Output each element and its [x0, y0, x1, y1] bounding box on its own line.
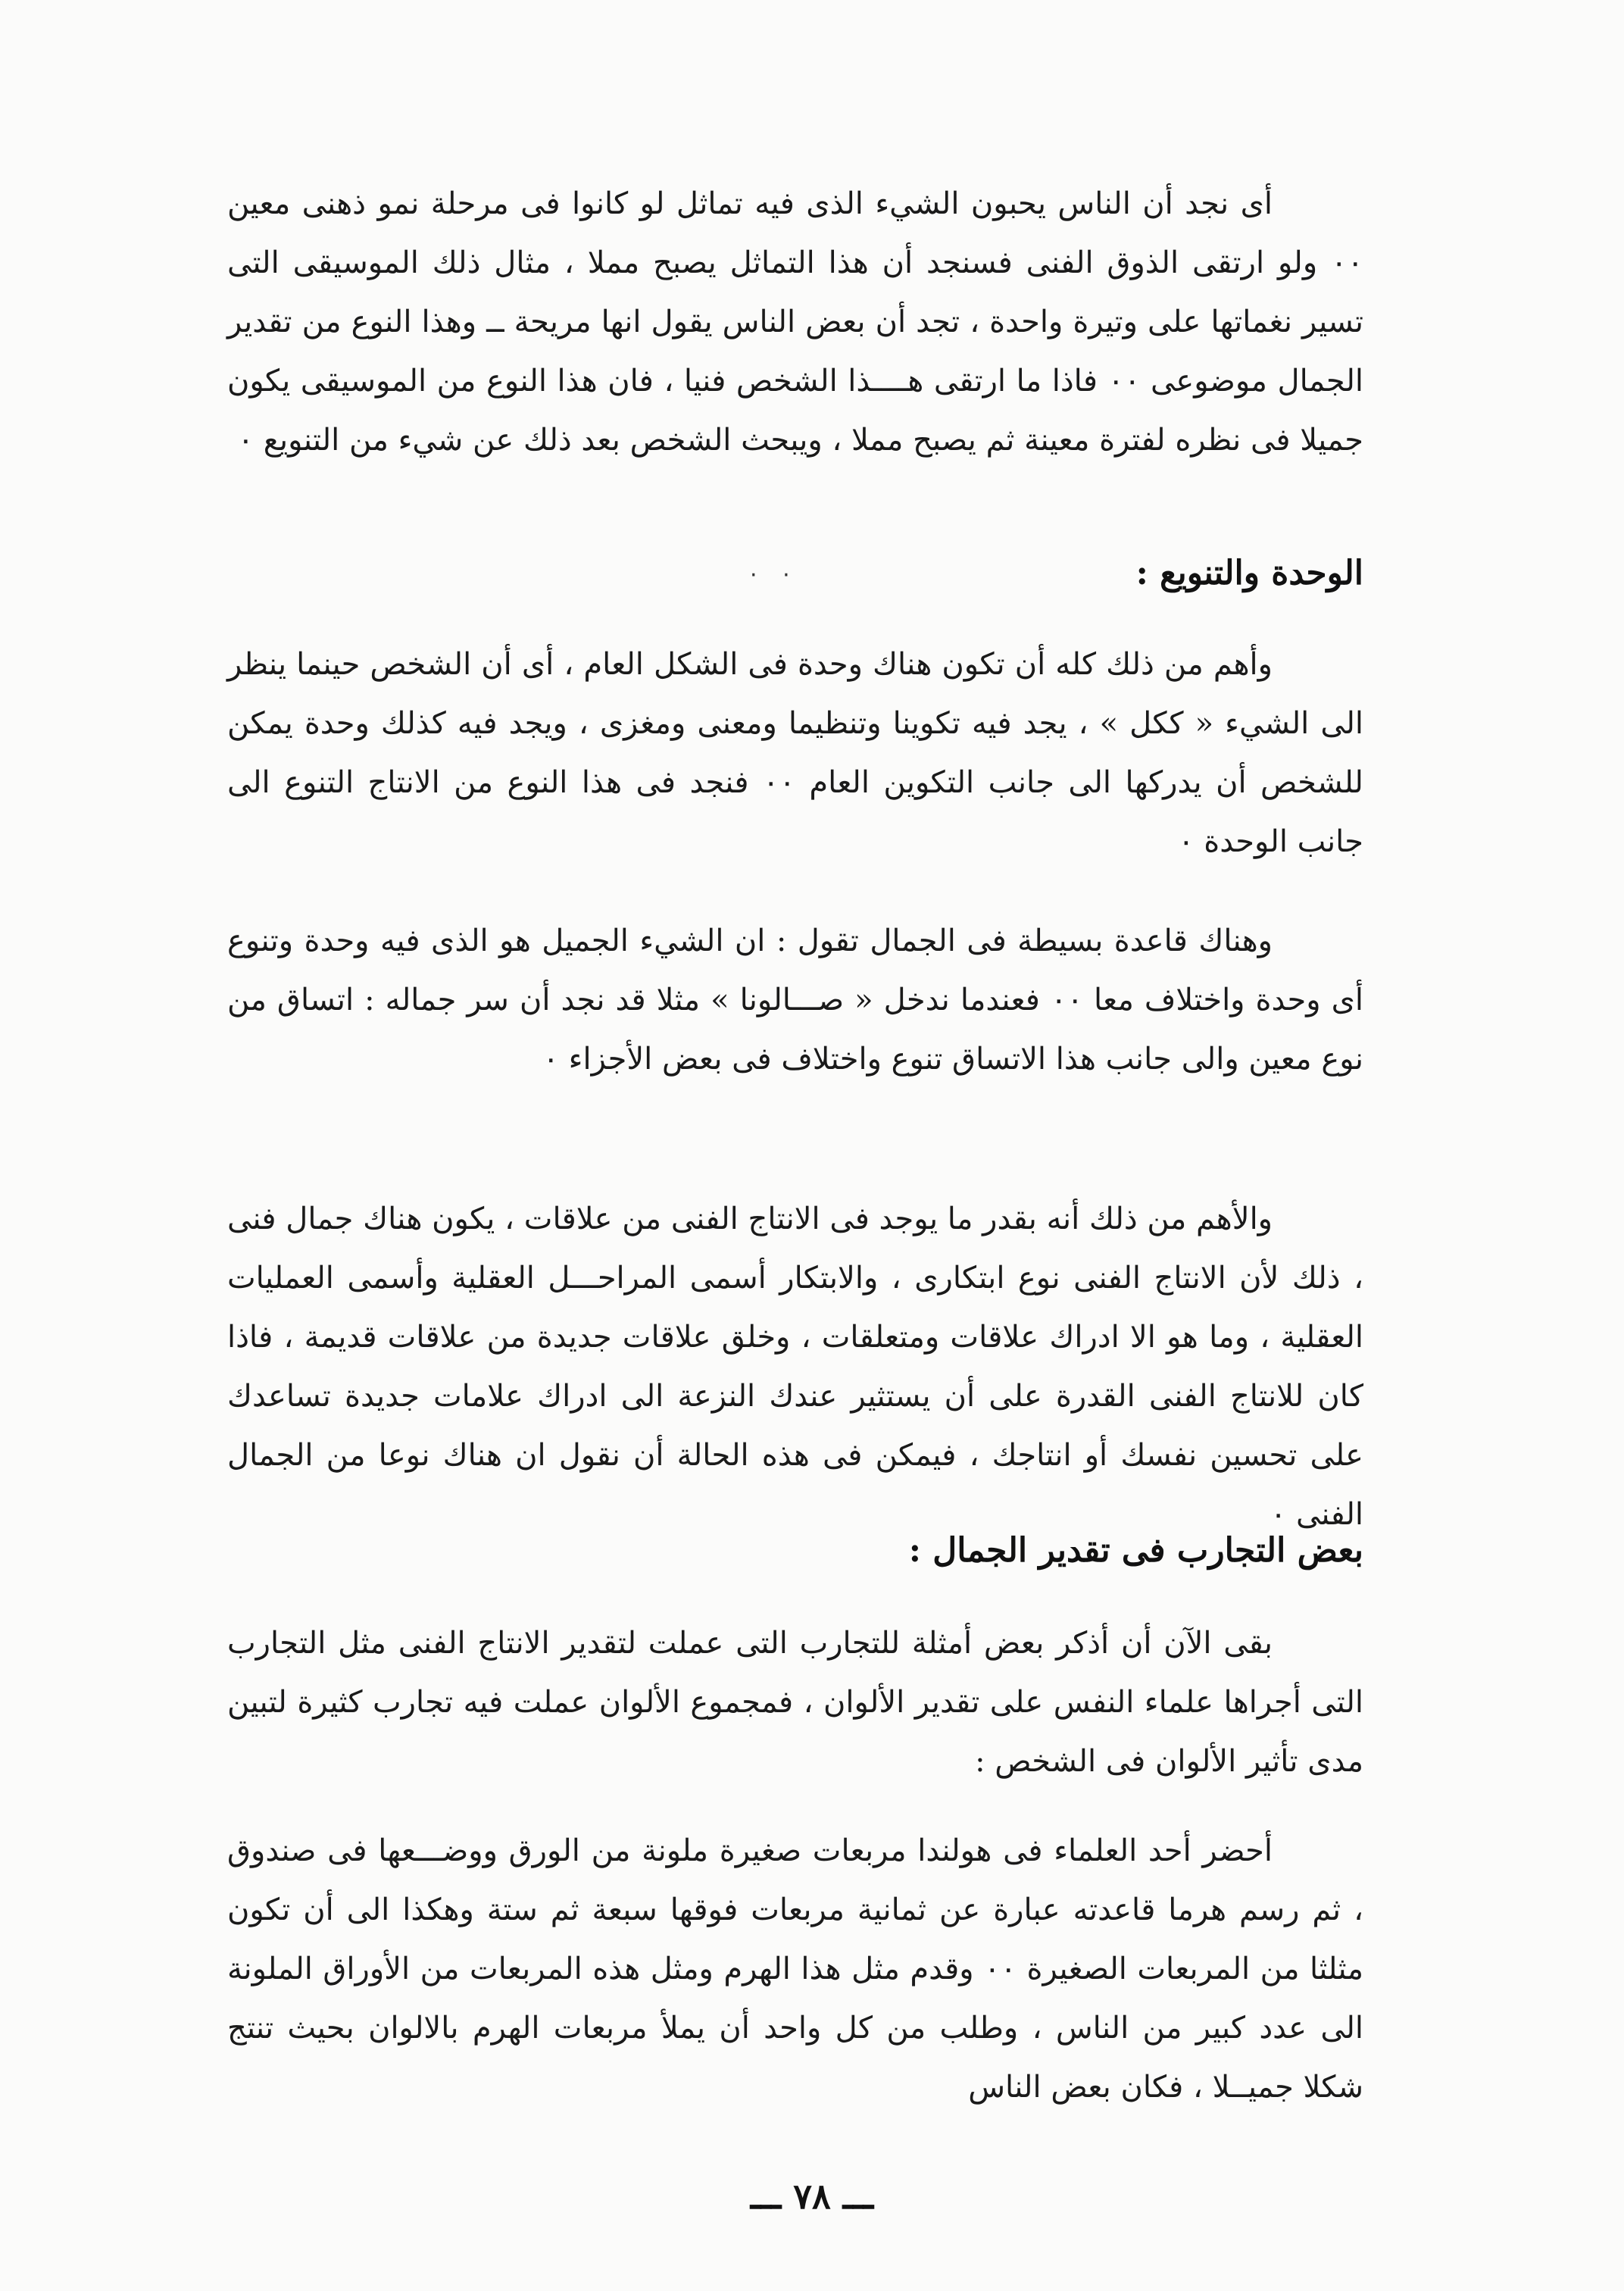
page-number: ـــ ٧٨ ـــ: [750, 2176, 874, 2217]
paragraph-color-experiments: بقى الآن أن أذكر بعض أمثلة للتجارب التى عملت لتقدير الانتاج الفنى مثل التجارب التى أجراها علماء النفس على تقدير الألوان ، فمجموع الألوان عملت فيه تجارب كثيرة لتبين مدى تأثير الألوان فى الشخص :: [227, 1626, 1363, 1779]
section-heading-experiments: بعض التجارب فى تقدير الجمال :: [908, 1531, 1363, 1570]
scan-specks: · ·: [750, 562, 799, 589]
paragraph-unity: وأهم من ذلك كله أن تكون هناك وحدة فى الشكل العام ، أى أن الشخص حينما ينظر الى الشيء « ككل » ، يجد فيه تكوينا وتنظيما ومعنى ومغزى ، ويجد فيه كذلك وحدة يمكن للشخص أن يدركها الى جانب التكوين العام ٠٠ فنجد فى هذا النوع من الانتاج التنوع الى جانب الوحدة ٠: [227, 647, 1363, 859]
paragraph-rule: وهناك قاعدة بسيطة فى الجمال تقول : ان الشيء الجميل هو الذى فيه وحدة وتنوع أى وحدة واختلاف معا ٠٠ فعندما ندخل « صـــالونا » مثلا قد نجد أن سر جماله : اتساق من نوع معين والى جانب هذا الاتساق تنوع واختلاف فى بعض الأجزاء ٠: [227, 924, 1363, 1077]
paragraph-repetition: أى نجد أن الناس يحبون الشيء الذى فيه تماثل لو كانوا فى مرحلة نمو ذهنى معين ٠٠ ولو ارتقى الذوق الفنى فسنجد أن هذا التماثل يصبح مملا ، مثال ذلك الموسيقى التى تسير نغماتها على وتيرة واحدة ، تجد أن بعض الناس يقول انها مريحة ــ وهذا النوع من تقدير الجمال موضوعى ٠٠ فاذا ما ارتقى هــــذا الشخص فنيا ، فان هذا النوع من الموسيقى يكون جميلا فى نظره لفترة معينة ثم يصبح مملا ، ويبحث الشخص بعد ذلك عن شيء من التنويع ٠: [227, 186, 1363, 458]
section-heading-unity-variety: الوحدة والتنويع :: [1135, 554, 1363, 592]
paragraph-netherlands-experiment: أحضر أحد العلماء فى هولندا مربعات صغيرة ملونة من الورق ووضـــعها فى صندوق ، ثم رسم هرما قاعدته عبارة عن ثمانية مربعات فوقها سبعة ثم ستة وهكذا الى أن تكون مثلثا من المربعات الصغيرة ٠٠ وقدم مثل هذا الهرم ومثل هذه المربعات من الأوراق الملونة الى عدد كبير من الناس ، وطلب من كل واحد أن يملأ مربعات الهرم بالالوان بحيث تنتج شكلا جميــلا ، فكان بعض الناس: [227, 1833, 1364, 2105]
paragraph-relations: والأهم من ذلك أنه بقدر ما يوجد فى الانتاج الفنى من علاقات ، يكون هناك جمال فنى ، ذلك لأن الانتاج الفنى نوع ابتكارى ، والابتكار أسمى المراحـــل العقلية وأسمى العمليات العقلية ، وما هو الا ادراك علاقات ومتعلقات ، وخلق علاقات جديدة من علاقات قديمة ، فاذا كان للانتاج الفنى القدرة على أن يستثير عندك النزعة الى ادراك علامات جديدة تساعدك على تحسين نفسك أو انتاجك ، فيمكن فى هذه الحالة أن نقول ان هناك نوعا من الجمال الفنى ٠: [227, 1202, 1363, 1532]
